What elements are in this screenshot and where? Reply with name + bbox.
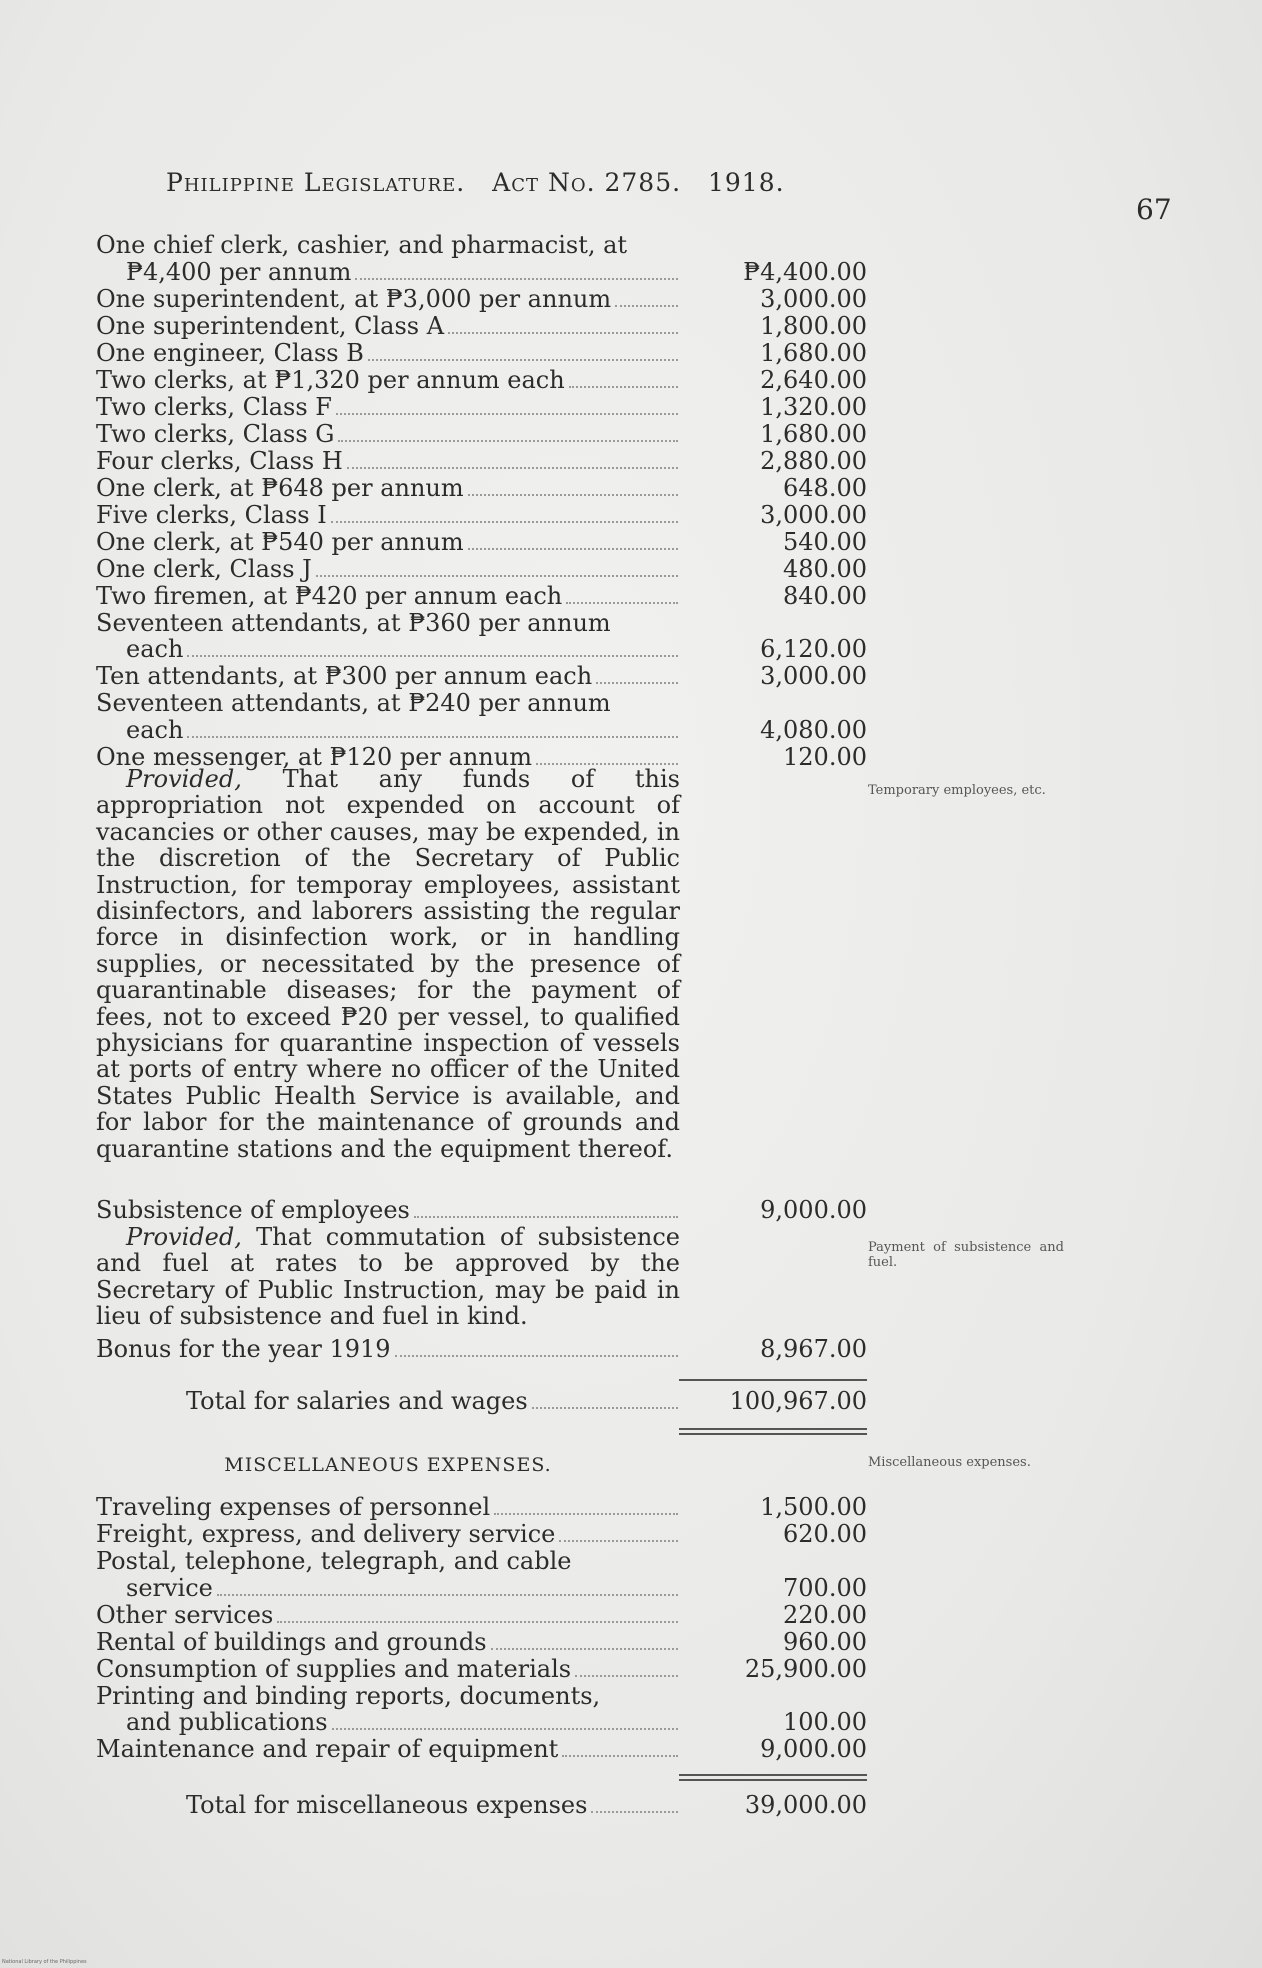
leader-dots — [596, 682, 678, 684]
line-item-label: One chief clerk, cashier, and pharmacist, at — [96, 231, 628, 259]
leader-dots — [448, 332, 678, 334]
line-item-label-cont: service — [126, 1573, 213, 1602]
proviso-temporary-employees — [96, 766, 680, 1162]
line-item-amount: 620.00 — [783, 1520, 867, 1548]
total-salaries-amount: 100,967.00 — [729, 1387, 867, 1415]
line-item — [96, 419, 867, 448]
line-item-label: Five clerks, Class I — [96, 500, 327, 529]
line-item-label: Two clerks, Class F — [96, 392, 332, 421]
header-legislature: Philippine Legislature. — [166, 168, 466, 197]
line-item — [96, 1493, 867, 1521]
line-item-first-line — [96, 232, 680, 259]
leader-dots — [395, 1355, 678, 1357]
total-misc-line — [96, 1791, 867, 1819]
leader-dots — [559, 1540, 678, 1542]
leader-dots — [491, 1648, 678, 1650]
line-item — [96, 662, 867, 691]
line-item — [96, 365, 867, 394]
header-year: 1918. — [708, 168, 785, 197]
line-item-label: One clerk, at ₱540 per annum — [96, 527, 464, 556]
proviso-text: That any funds of this appropriation not expended on account of vacancies or other causes, may be expended, in the discretion of the Secretary of Public Instruction, for temporay employees, assistant disinfectors, and laborers assisting the regular force in disinfection work, or in handling supplies, or necessitated by the presence of quarantinable diseases; for the payment of fees, not to exceed ₱20 per vessel, to qualified physicians for quarantine inspection of vessels at ports of entry where no officer of the United States Public Health Service is available, and for labor for the maintenance of grounds and quarantine stations and the equipment thereof. — [96, 765, 680, 1163]
line-item-first-line — [96, 1548, 680, 1575]
line-item — [96, 1654, 867, 1683]
leader-dots — [277, 1621, 678, 1623]
line-item — [96, 581, 867, 610]
sum-rule — [679, 1774, 867, 1776]
leader-dots — [187, 736, 678, 738]
line-item-amount: 1,680.00 — [760, 419, 867, 448]
line-item — [96, 500, 867, 529]
salaries-list — [96, 231, 867, 771]
total-salaries-line — [96, 1387, 867, 1415]
line-item-label: Rental of buildings and grounds — [96, 1627, 487, 1656]
line-item-amount: 9,000.00 — [760, 1735, 867, 1764]
total-misc-amount: 39,000.00 — [744, 1791, 867, 1819]
line-item-label: One clerk, Class J — [96, 554, 312, 583]
line-item — [96, 338, 867, 367]
sum-rule-second — [679, 1779, 867, 1781]
line-item-amount: 1,500.00 — [760, 1493, 867, 1521]
line-item-amount: 4,080.00 — [760, 715, 867, 744]
leader-dots — [336, 413, 678, 415]
line-item-label: Two firemen, at ₱420 per annum each — [96, 581, 563, 610]
line-item-amount: 1,320.00 — [760, 392, 867, 421]
line-item — [96, 715, 867, 744]
leader-dots — [316, 575, 678, 577]
sum-rule — [679, 1379, 867, 1381]
page-number: 67 — [1136, 193, 1172, 226]
margin-note-payment: Payment of subsistence and fuel. — [868, 1240, 1064, 1270]
subsistence-label: Subsistence of employees — [96, 1196, 410, 1224]
line-item-amount: 840.00 — [783, 581, 867, 610]
bonus-label: Bonus for the year 1919 — [96, 1335, 391, 1363]
line-item-label: Freight, express, and delivery service — [96, 1520, 556, 1548]
line-item — [96, 1520, 867, 1548]
misc-heading: MISCELLANEOUS EXPENSES. — [224, 1454, 552, 1476]
line-item-first-line — [96, 1683, 680, 1710]
leader-dots — [575, 1675, 678, 1677]
line-item — [96, 527, 867, 556]
line-item-amount: 540.00 — [783, 527, 867, 556]
line-item — [96, 554, 867, 583]
subsistence-amount: 9,000.00 — [760, 1196, 867, 1224]
bonus-line — [96, 1335, 867, 1363]
leader-dots — [187, 655, 678, 657]
line-item — [96, 1600, 867, 1629]
leader-dots — [494, 1513, 678, 1515]
proviso-text: That commutation of subsistence and fuel at rates to be approved by the Secretary of Public Instruction, may be paid in lieu of subsistence and fuel in kind. — [96, 1223, 680, 1331]
line-item-amount: 648.00 — [783, 473, 867, 502]
margin-note-misc: Miscellaneous expenses. — [868, 1455, 1031, 1470]
line-item-label-cont: and publications — [126, 1708, 328, 1737]
line-item-amount: 3,000.00 — [760, 662, 867, 691]
line-item-label-cont: ₱4,400 per annum — [126, 257, 352, 286]
total-salaries-label: Total for salaries and wages — [186, 1387, 528, 1415]
proviso-subsistence — [96, 1224, 680, 1330]
line-item-amount: 3,000.00 — [760, 284, 867, 313]
leader-dots — [331, 521, 678, 523]
line-item-amount: 1,800.00 — [760, 311, 867, 340]
line-item-amount: 1,680.00 — [760, 338, 867, 367]
line-item — [96, 1627, 867, 1656]
total-misc-label: Total for miscellaneous expenses — [186, 1791, 588, 1819]
leader-dots — [569, 386, 678, 388]
header-act: Act No. 2785. — [492, 168, 682, 197]
leader-dots — [566, 602, 678, 604]
running-header — [166, 168, 803, 197]
leader-dots — [332, 1728, 678, 1730]
line-item-amount: 100.00 — [783, 1708, 867, 1737]
line-item-label: One engineer, Class B — [96, 338, 364, 367]
leader-dots — [615, 305, 678, 307]
leader-dots — [368, 359, 678, 361]
leader-dots — [338, 440, 678, 442]
line-item-label: One messenger, at ₱120 per annum — [96, 742, 532, 771]
leader-dots — [532, 1407, 678, 1409]
subsistence-line — [96, 1196, 867, 1224]
line-item — [96, 1735, 867, 1764]
line-item-label: Two clerks, Class G — [96, 419, 335, 448]
proviso-italic: Provided, — [126, 1223, 242, 1251]
line-item-amount: 960.00 — [783, 1627, 867, 1656]
line-item — [96, 446, 867, 475]
line-item-amount: 2,880.00 — [760, 446, 867, 475]
line-item-label: Seventeen attendants, at ₱360 per annum — [96, 608, 611, 637]
line-item-label: One superintendent, at ₱3,000 per annum — [96, 284, 612, 313]
line-item-amount: ₱4,400.00 — [743, 257, 867, 286]
line-item — [96, 1573, 867, 1602]
line-item-label-cont: each — [126, 635, 184, 664]
line-item-amount: 220.00 — [783, 1600, 867, 1629]
line-item-label-cont: each — [126, 715, 184, 744]
line-item — [96, 311, 867, 340]
line-item-amount: 120.00 — [783, 742, 867, 771]
line-item — [96, 635, 867, 664]
line-item-amount: 2,640.00 — [760, 365, 867, 394]
line-item-label: One superintendent, Class A — [96, 311, 445, 340]
double-rule-top — [679, 1428, 867, 1430]
line-item-label: Traveling expenses of personnel — [96, 1493, 491, 1521]
line-item-label: Postal, telephone, telegraph, and cable — [96, 1547, 572, 1575]
line-item-first-line — [96, 690, 680, 717]
bonus-amount: 8,967.00 — [760, 1335, 867, 1363]
leader-dots — [562, 1755, 678, 1757]
line-item-label: Printing and binding reports, documents, — [96, 1681, 601, 1710]
line-item-label: Other services — [96, 1600, 274, 1629]
line-item-label: Maintenance and repair of equipment — [96, 1735, 559, 1764]
line-item — [96, 473, 867, 502]
leader-dots — [217, 1594, 678, 1596]
line-item-label: Ten attendants, at ₱300 per annum each — [96, 662, 593, 691]
line-item — [96, 284, 867, 313]
line-item-first-line — [96, 610, 680, 637]
line-item-amount: 6,120.00 — [760, 635, 867, 664]
line-item-amount: 3,000.00 — [760, 500, 867, 529]
line-item-amount: 480.00 — [783, 554, 867, 583]
double-rule-bottom — [679, 1433, 867, 1435]
line-item — [96, 392, 867, 421]
leader-dots — [355, 278, 678, 280]
misc-expenses-list — [96, 1493, 867, 1764]
leader-dots — [414, 1216, 678, 1218]
line-item-label: Four clerks, Class H — [96, 446, 343, 475]
line-item-label: One clerk, at ₱648 per annum — [96, 473, 464, 502]
leader-dots — [591, 1811, 678, 1813]
line-item-label: Two clerks, at ₱1,320 per annum each — [96, 365, 565, 394]
leader-dots — [468, 548, 678, 550]
line-item-amount: 700.00 — [783, 1573, 867, 1602]
footer-credit: National Library of the Philippines — [2, 1959, 87, 1965]
proviso-italic: Provided, — [126, 765, 242, 793]
line-item-label: Consumption of supplies and materials — [96, 1654, 572, 1683]
margin-note-temporary: Temporary employees, etc. — [868, 783, 1046, 798]
leader-dots — [347, 467, 678, 469]
line-item-label: Seventeen attendants, at ₱240 per annum — [96, 689, 611, 718]
leader-dots — [468, 494, 678, 496]
line-item — [96, 257, 867, 286]
line-item — [96, 1708, 867, 1737]
line-item-amount: 25,900.00 — [744, 1654, 867, 1683]
